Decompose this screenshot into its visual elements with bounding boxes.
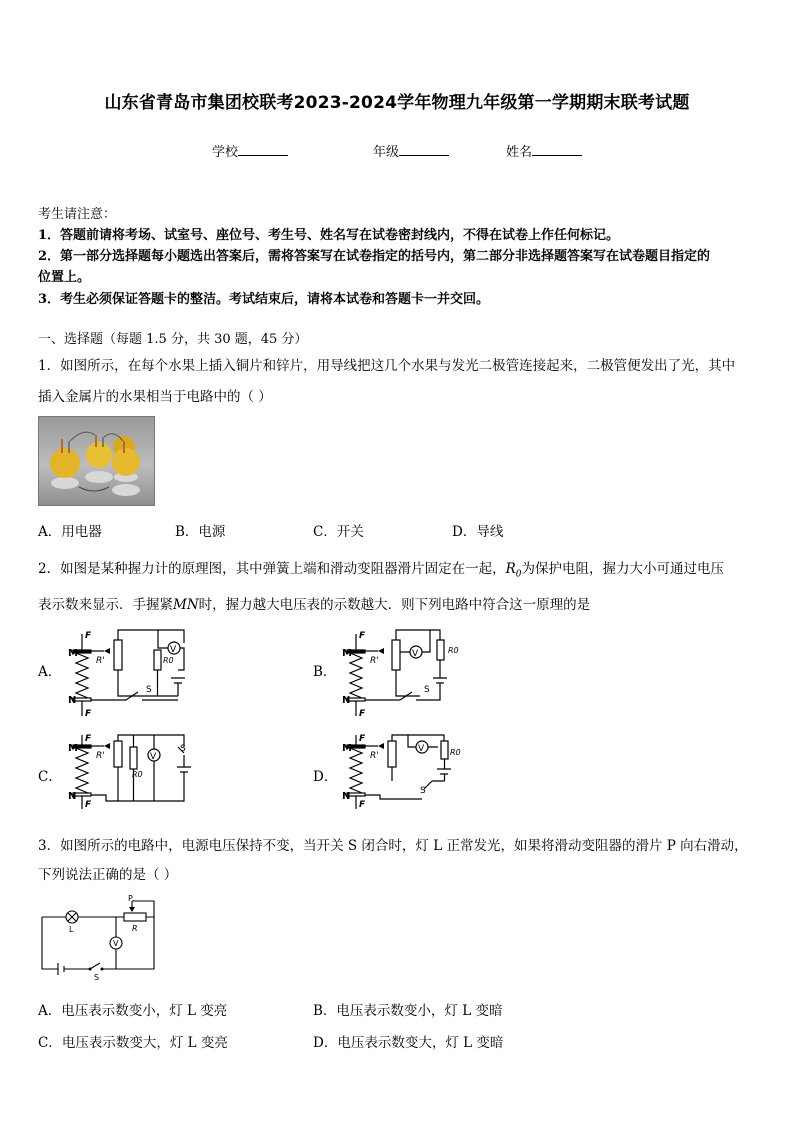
q1-option-c: C．开关 bbox=[313, 524, 364, 540]
q1-line2: 插入金属片的水果相当于电路中的（ ） bbox=[38, 389, 272, 405]
q3-option-c: C．电压表示数变大，灯 L 变亮 bbox=[38, 1035, 228, 1051]
name-field bbox=[506, 141, 582, 160]
q2-option-b: B． bbox=[313, 664, 337, 680]
svg-text:S: S bbox=[94, 973, 100, 981]
svg-text:R': R' bbox=[96, 656, 105, 666]
q3-circuit bbox=[38, 893, 158, 981]
q2-line2: 表示数来显示．手握紧MN时，握力越大电压表的示数越大．则下列电路中符合这一原理的是 bbox=[38, 597, 591, 613]
svg-text:M: M bbox=[68, 648, 78, 659]
svg-text:S: S bbox=[180, 744, 186, 754]
q2-circuit-b bbox=[340, 628, 465, 720]
svg-text:R: R bbox=[132, 924, 138, 933]
svg-text:F: F bbox=[85, 800, 92, 810]
svg-text:R0: R0 bbox=[163, 656, 174, 665]
q2-option-d: D． bbox=[313, 769, 338, 785]
name-label: 姓名 bbox=[506, 145, 533, 160]
q1-option-a: A．用电器 bbox=[38, 524, 102, 540]
svg-text:N: N bbox=[68, 791, 77, 802]
svg-text:R': R' bbox=[370, 656, 379, 666]
svg-text:N: N bbox=[342, 695, 351, 706]
svg-text:V: V bbox=[418, 744, 425, 754]
school-label: 学校 bbox=[212, 145, 239, 160]
q1-option-d: D．导线 bbox=[452, 524, 504, 540]
svg-text:S: S bbox=[424, 685, 430, 695]
svg-text:R0: R0 bbox=[450, 748, 461, 757]
section-heading: 一、选择题（每题 1.5 分，共 30 题，45 分） bbox=[38, 332, 308, 347]
svg-text:L: L bbox=[69, 925, 74, 934]
svg-text:M: M bbox=[342, 743, 352, 754]
svg-text:R': R' bbox=[370, 751, 379, 761]
q3-option-a: A．电压表示数变小，灯 L 变亮 bbox=[38, 1003, 228, 1019]
q2-circuit-a bbox=[66, 628, 191, 720]
notice-item-1: 1．答题前请将考场、试室号、座位号、考生号、姓名写在试卷密封线内，不得在试卷上作任何标记。 bbox=[38, 228, 620, 243]
grade-label: 年级 bbox=[373, 145, 400, 160]
r0-symbol: $R_0$ bbox=[505, 561, 522, 580]
svg-text:V: V bbox=[412, 649, 419, 659]
svg-text:V: V bbox=[113, 939, 119, 948]
q3-option-b: B．电压表示数变小，灯 L 变暗 bbox=[313, 1003, 503, 1019]
svg-text:F: F bbox=[85, 709, 92, 719]
svg-text:R0: R0 bbox=[132, 770, 143, 779]
svg-text:F: F bbox=[359, 709, 366, 719]
notice-item-2: 2．第一部分选择题每小题选出答案后，需将答案写在试卷指定的括号内，第二部分非选择题答案写在试卷题目指定的 bbox=[38, 249, 711, 264]
svg-text:R0: R0 bbox=[448, 646, 459, 655]
svg-text:F: F bbox=[359, 631, 366, 641]
notice-item-2-cont: 位置上。 bbox=[38, 270, 91, 285]
svg-text:N: N bbox=[342, 791, 351, 802]
svg-text:P: P bbox=[128, 894, 133, 903]
q1-option-b: B．电源 bbox=[175, 524, 226, 540]
q2-circuit-d bbox=[340, 733, 465, 825]
svg-text:V: V bbox=[170, 645, 177, 655]
q1-line1: 1．如图所示，在每个水果上插入铜片和锌片，用导线把这几个水果与发光二极管连接起来，二极管便发出了光，其中 bbox=[38, 358, 736, 374]
q3-line1: 3．如图所示的电路中，电源电压保持不变，当开关 S 闭合时，灯 L 正常发光，如果将滑动变阻器的滑片 P 向右滑动， bbox=[38, 838, 748, 854]
school-field bbox=[212, 141, 288, 160]
fruit-battery-photo bbox=[38, 416, 155, 506]
svg-text:S: S bbox=[420, 786, 426, 796]
svg-text:F: F bbox=[85, 631, 92, 641]
svg-text:F: F bbox=[359, 734, 366, 744]
svg-text:N: N bbox=[68, 695, 77, 706]
svg-text:M: M bbox=[68, 743, 78, 754]
notice-heading: 考生请注意： bbox=[38, 207, 117, 222]
q2-line1: 2．如图是某种握力计的原理图，其中弹簧上端和滑动变阻器滑片固定在一起，$R_0$为保护电阻，握力大小可通过电压 bbox=[38, 561, 724, 580]
mn-symbol: MN bbox=[173, 597, 199, 613]
q2-option-a: A． bbox=[38, 664, 62, 680]
svg-text:S: S bbox=[146, 685, 152, 695]
svg-text:R': R' bbox=[96, 751, 105, 761]
svg-text:M: M bbox=[342, 648, 352, 659]
page-title: 山东省青岛市集团校联考2023-2024学年物理九年级第一学期期末联考试题 bbox=[104, 93, 690, 113]
q3-line2: 下列说法正确的是（ ） bbox=[38, 867, 178, 883]
svg-text:V: V bbox=[150, 752, 157, 762]
svg-text:F: F bbox=[359, 800, 366, 810]
grade-field bbox=[373, 141, 449, 160]
notice-item-3: 3．考生必须保证答题卡的整洁。考试结束后，请将本试卷和答题卡一并交回。 bbox=[38, 292, 490, 307]
svg-text:F: F bbox=[85, 734, 92, 744]
q3-option-d: D．电压表示数变大，灯 L 变暗 bbox=[313, 1035, 504, 1051]
q2-option-c: C． bbox=[38, 769, 62, 785]
q2-circuit-c bbox=[66, 733, 191, 825]
